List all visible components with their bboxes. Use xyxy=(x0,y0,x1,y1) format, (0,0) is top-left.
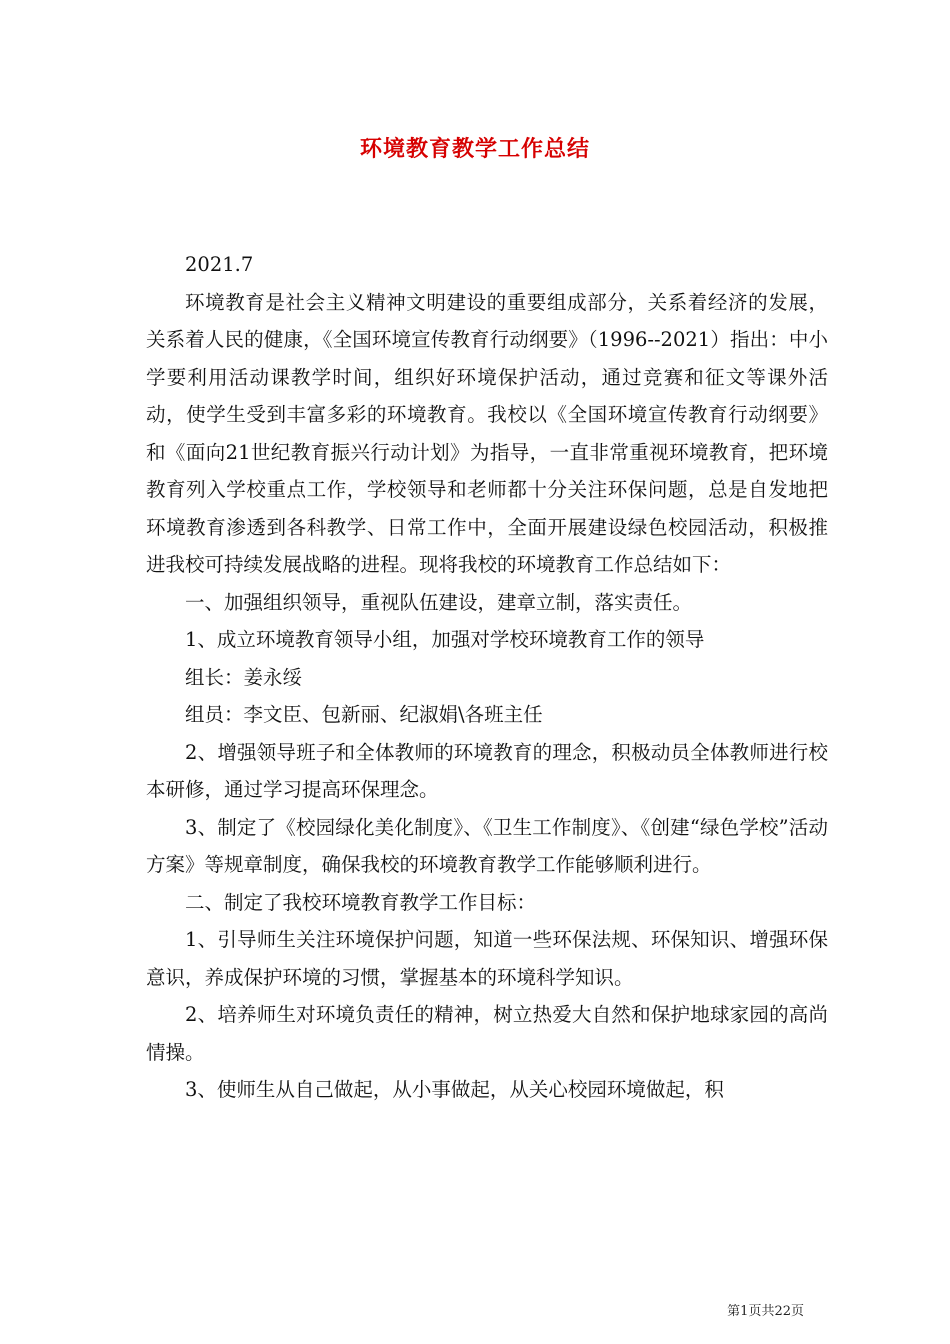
paragraph: 3、制定了《校园绿化美化制度》、《卫生工作制度》、《创建“绿色学校”活动方案》等规章制度，确保我校的环境教育教学工作能够顺利进行。 xyxy=(146,815,828,876)
paragraph: 3、使师生从自己做起，从小事做起，从关心校园环境做起，积 xyxy=(185,1078,724,1101)
paragraph: 2、培养师生对环境负责任的精神，树立热爱大自然和保护地球家园的高尚情操。 xyxy=(146,1003,828,1064)
paragraph: 组长：姜永绥 xyxy=(185,665,303,689)
paragraph: 1、引导师生关注环境保护问题，知道一些环保法规、环保知识、增强环保意识，养成保护环境的习惯，掌握基本的环境科学知识。 xyxy=(146,928,828,989)
document-body xyxy=(146,246,828,1109)
document-date: 2021.7 xyxy=(185,253,254,276)
paragraph: 组员：李文臣、包新丽、纪淑娟\各班主任 xyxy=(185,703,543,726)
paragraph: 一、加强组织领导，重视队伍建设，建章立制，落实责任。 xyxy=(185,590,693,614)
paragraph: 1、成立环境教育领导小组，加强对学校环境教育工作的领导 xyxy=(185,628,705,651)
page-footer: 第1页共22页 xyxy=(727,1304,804,1319)
document-title: 环境教育教学工作总结 xyxy=(359,137,590,162)
paragraph: 二、制定了我校环境教育教学工作目标： xyxy=(185,890,537,914)
paragraph: 环境教育是社会主义精神文明建设的重要组成部分，关系着经济的发展，关系着人民的健康，《全国环境宣传教育行动纲要》（1996--2021）指出：中小学要利用活动课教学时间，组织好环境保护活动，通过竞赛和征文等课外活动，使学生受到丰富多彩的环境教育。我校以《全国环境宣传教育行动纲要》和《面向21世纪教育振兴行动计划》为指导，一直非常重视环境教育，把环境教育列入学校重点工作，学校领导和老师都十分关注环保问题，总是自发地把环境教育渗透到各科教学、日常工作中，全面开展建设绿色校园活动，积极推进我校可持续发展战略的进程。现将我校的环境教育工作总结如下： xyxy=(146,290,828,576)
paragraph: 2、增强领导班子和全体教师的环境教育的理念，积极动员全体教师进行校本研修，通过学习提高环保理念。 xyxy=(146,740,828,801)
